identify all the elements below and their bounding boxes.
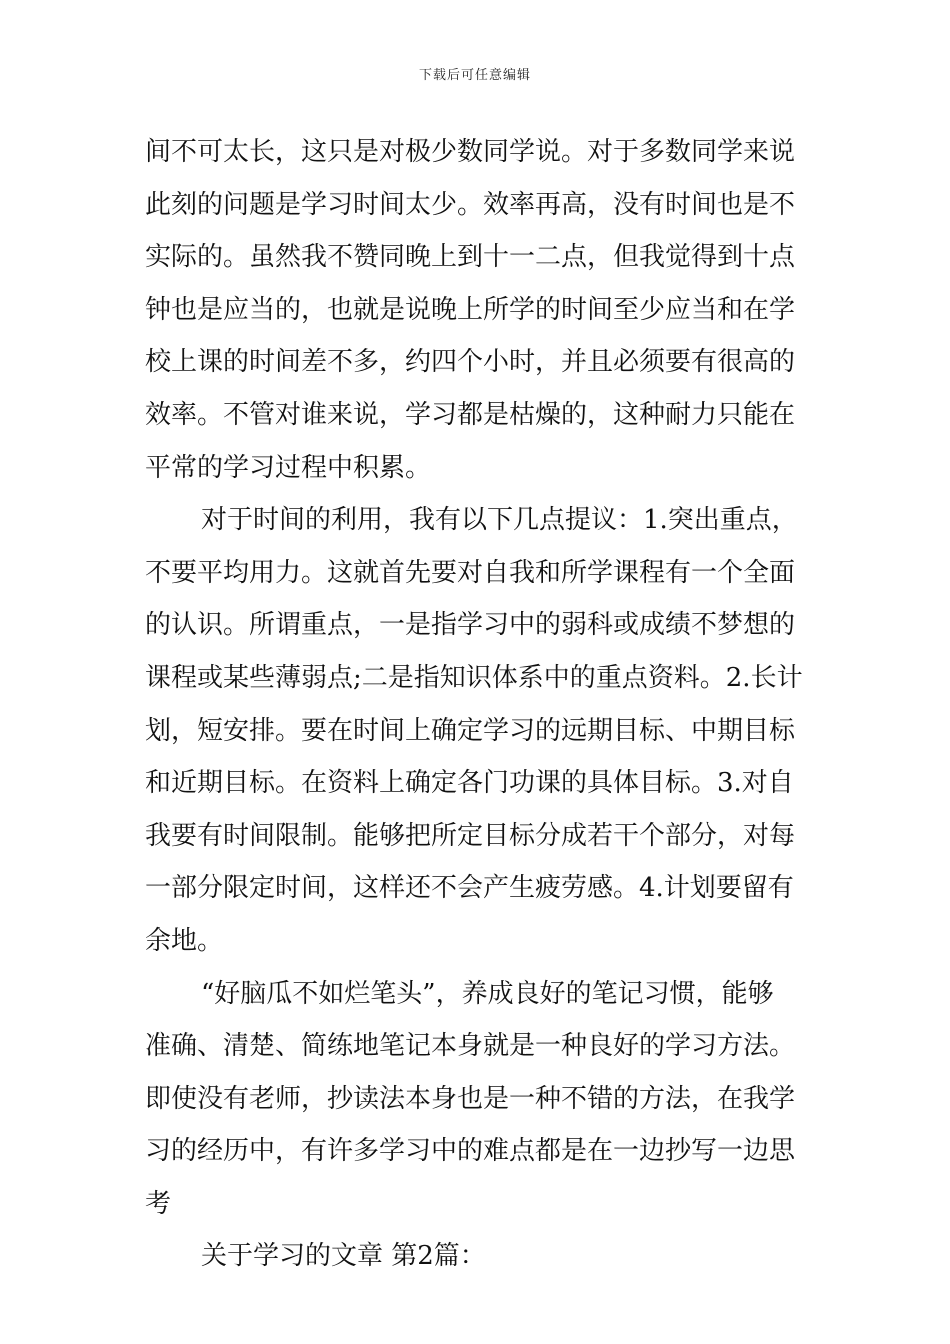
text-line: 课程或某些薄弱点;二是指知识体系中的重点资料。2.长计 bbox=[145, 662, 803, 693]
text-line: 平常的学习过程中积累。 bbox=[145, 452, 432, 483]
page-header: 下载后可任意编辑 bbox=[418, 68, 531, 83]
text-line: 效率。不管对谁来说，学习都是枯燥的，这种耐力只能在 bbox=[145, 399, 796, 430]
document-body bbox=[145, 126, 815, 1283]
paragraph-start-line: “好脑瓜不如烂笔头”，养成良好的笔记习惯，能够 bbox=[201, 978, 774, 1009]
text-line: 准确、清楚、简练地笔记本身就是一种良好的学习方法。 bbox=[145, 1031, 796, 1062]
text-line: 间不可太长，这只是对极少数同学说。对于多数同学来说 bbox=[145, 137, 796, 167]
section-heading: 关于学习的文章 第2篇： bbox=[201, 1241, 486, 1272]
text-line: 习的经历中，有许多学习中的难点都是在一边抄写一边思 bbox=[145, 1136, 796, 1167]
text-line: 校上课的时间差不多，约四个小时，并且必须要有很高的 bbox=[145, 347, 796, 378]
text-line: 此刻的问题是学习时间太少。效率再高，没有时间也是不 bbox=[145, 189, 796, 220]
text-line: 余地。 bbox=[145, 925, 224, 956]
paragraph-start-line: 对于时间的利用，我有以下几点提议：1.突出重点， bbox=[201, 505, 798, 536]
text-line: 钟也是应当的，也就是说晚上所学的时间至少应当和在学 bbox=[145, 294, 796, 325]
text-line: 即使没有老师，抄读法本身也是一种不错的方法，在我学 bbox=[145, 1083, 796, 1114]
text-line: 划，短安排。要在时间上确定学习的远期目标、中期目标 bbox=[145, 715, 796, 746]
text-line: 实际的。虽然我不赞同晚上到十一二点，但我觉得到十点 bbox=[145, 242, 796, 273]
text-line: 考 bbox=[145, 1188, 172, 1219]
text-line: 的认识。所谓重点，一是指学习中的弱科或成绩不梦想的 bbox=[145, 610, 796, 641]
text-line: 一部分限定时间，这样还不会产生疲劳感。4.计划要留有 bbox=[145, 873, 794, 904]
text-line: 不要平均用力。这就首先要对自我和所学课程有一个全面 bbox=[145, 557, 796, 588]
text-line: 我要有时间限制。能够把所定目标分成若干个部分，对每 bbox=[145, 820, 796, 851]
text-line: 和近期目标。在资料上确定各门功课的具体目标。3.对自 bbox=[145, 768, 794, 799]
